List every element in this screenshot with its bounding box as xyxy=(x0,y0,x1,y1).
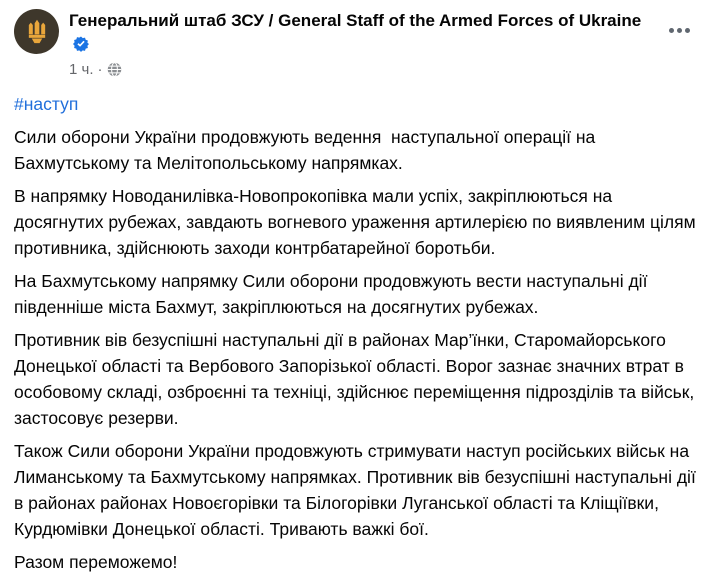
page-name-text: Генеральний штаб ЗСУ / General Staff of the Armed Forces of Ukraine xyxy=(69,11,642,30)
post-paragraph: В напрямку Новоданилівка-Новопрокопівка мали успіх, закріплюються на досягнутих рубежах, завдають вогневого ураження артилерією по виявленим цілям противника, здійснюють заходи контрбатарейної боротьби. xyxy=(14,186,701,258)
header-info xyxy=(69,9,696,78)
post-paragraph: Противник вів безуспішні наступальні дії в районах Мар’їнки, Старомайорського Донецької області та Вербового Запорізької області. Ворог зазнає значних втрат в особовому складі, озброєнні та техніці, здійснює переміщення підрозділів та військ, застосовує резерви. xyxy=(14,330,700,428)
verified-badge-icon xyxy=(73,35,89,51)
post-body xyxy=(0,91,712,575)
hashtag-link[interactable]: #наступ xyxy=(14,94,79,114)
post-header xyxy=(0,0,712,78)
post-paragraph: На Бахмутському напрямку Сили оборони продовжують вести наступальні дії південніше міста Бахмут, закріплюються на досягнутих рубежах. xyxy=(14,271,653,317)
post-meta xyxy=(69,61,696,78)
post-options-menu-icon[interactable] xyxy=(665,22,694,39)
page-avatar[interactable] xyxy=(14,9,59,54)
public-globe-icon xyxy=(107,62,122,77)
trident-emblem-icon xyxy=(23,18,51,46)
post-paragraph: Разом переможемо! xyxy=(14,552,178,572)
meta-separator: · xyxy=(97,61,103,78)
hashtag-row xyxy=(14,91,698,117)
page-name-link[interactable] xyxy=(69,9,649,57)
post-paragraph: Також Сили оборони України продовжують стримувати наступ російських військ на Лиманському та Бахмутському напрямках. Противник вів безуспішні наступальні дії в районах районах Новоєгорівки та Білогорівки Луганської області та Кліщіївки, Курдюмівки Донецької області. Тривають важкі бої. xyxy=(14,441,701,539)
timestamp-link[interactable]: 1 ч. xyxy=(69,61,94,78)
post-paragraph: Сили оборони України продовжують ведення наступальної операції на Бахмутському та Мелітопольському напрямках. xyxy=(14,127,601,173)
